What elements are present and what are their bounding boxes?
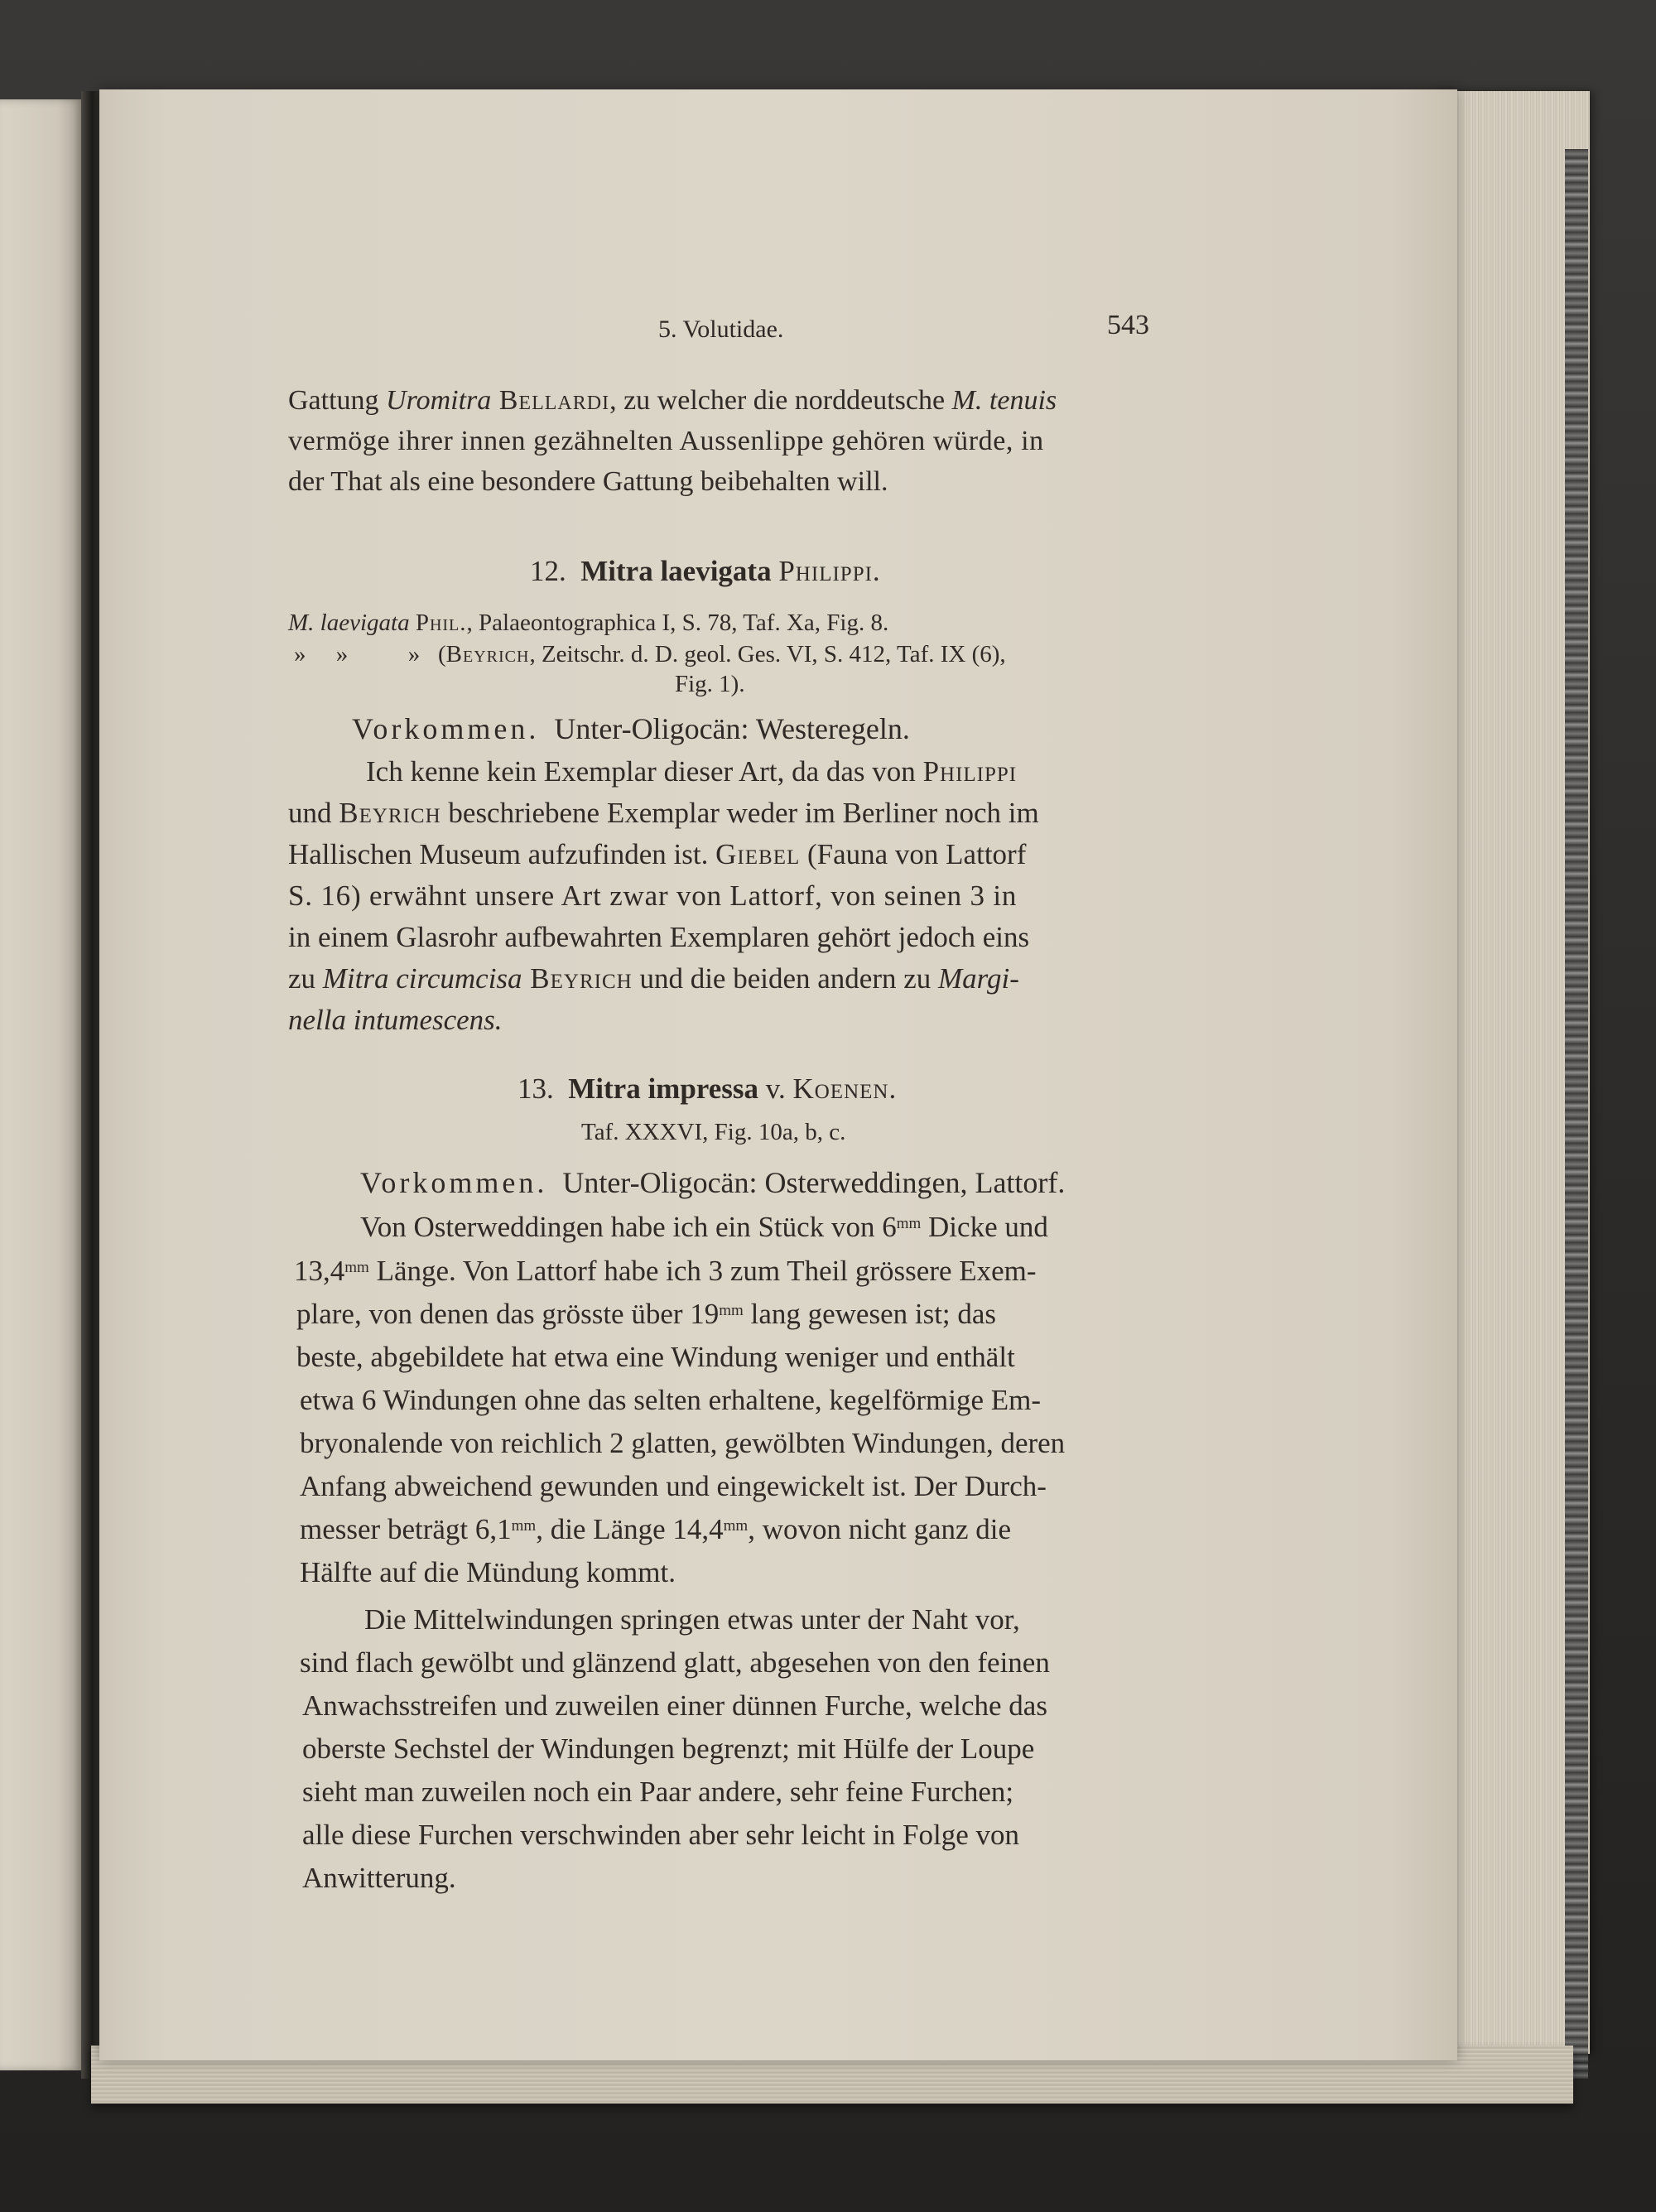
occurrence-label: Vorkommen. xyxy=(352,712,540,745)
body-13-p2-line-4: oberste Sechstel der Windungen begrenzt; mit Hülfe der Loupe xyxy=(302,1732,1035,1765)
body-12-line-7: nella intumescens. xyxy=(288,1004,503,1036)
author-name: Giebel xyxy=(715,838,801,870)
ref-author: Beyrich xyxy=(445,641,530,667)
species-author: Philippi. xyxy=(778,555,881,587)
species-title: Mitra laevigata xyxy=(580,555,772,587)
occurrence-text: Unter-Oligocän: Westeregeln. xyxy=(554,712,910,745)
text-run: und die beiden andern zu xyxy=(632,962,939,995)
body-12-line-1 xyxy=(366,755,1017,788)
body-13-p2-line-6: alle diese Furchen verschwinden aber sehr leicht in Folge von xyxy=(302,1819,1019,1851)
occurrence-label: Vorkommen. xyxy=(360,1166,548,1199)
body-13-line-6: bryonalende von reichlich 2 glatten, gewölbten Windungen, deren xyxy=(300,1427,1066,1459)
species-12-heading xyxy=(530,555,881,588)
species-name: M. tenuis xyxy=(951,385,1057,416)
author-name: Beyrich xyxy=(339,797,441,829)
body-13-line-9: Hälfte auf die Mündung kommt. xyxy=(300,1556,676,1588)
body-12-line-6 xyxy=(288,962,1019,995)
ref-text: , Palaeontographica I, S. 78, Taf. Xa, Fig. 8. xyxy=(466,610,889,636)
text-run: Gattung xyxy=(288,385,387,416)
species-title: Mitra impressa xyxy=(568,1072,758,1105)
text-run: lang gewesen ist; das xyxy=(743,1298,997,1330)
ref-abbreviation: M. laevigata xyxy=(288,610,410,636)
body-13-p2-line-5: sieht man zuweilen noch ein Paar andere, sehr feine Furchen; xyxy=(302,1776,1014,1808)
species-name: Mitra circumcisa xyxy=(322,962,522,995)
species-name: Margi- xyxy=(938,962,1019,995)
text-run: und xyxy=(288,797,339,829)
ref-author: Phil. xyxy=(415,610,467,636)
text-run: Hallischen Museum aufzufinden ist. xyxy=(288,838,716,870)
unit-superscript: mm xyxy=(511,1517,537,1535)
ditto-marks: » » » xyxy=(294,641,421,667)
plate-reference: Taf. XXXVI, Fig. 10a, b, c. xyxy=(581,1119,846,1145)
running-header-section: 5. Volutidae. xyxy=(658,316,784,343)
author-name: Philippi xyxy=(922,755,1018,788)
species-number: 13. xyxy=(518,1072,554,1105)
reference-line-1 xyxy=(288,606,888,639)
text-run: beschriebene Exemplar weder im Berliner noch im xyxy=(440,797,1039,829)
unit-superscript: mm xyxy=(719,1302,744,1319)
ref-text: , Zeitschr. d. D. geol. Ges. VI, S. 412, Taf. IX (6), xyxy=(529,641,1006,667)
body-12-line-4: S. 16) erwähnt unsere Art zwar von Lattorf, von seinen 3 in xyxy=(288,879,1018,912)
body-13-line-7: Anfang abweichend gewunden und eingewickelt ist. Der Durch- xyxy=(300,1470,1047,1502)
author-name: Beyrich xyxy=(522,962,633,995)
body-13-line-2 xyxy=(294,1255,1037,1288)
body-12-line-3 xyxy=(288,838,1026,871)
occurrence-12 xyxy=(352,712,910,745)
text-run: , die Länge 14,4 xyxy=(536,1513,724,1545)
text-run: plare, von denen das grösste über 19 xyxy=(296,1298,720,1330)
text-run: Dicke und xyxy=(921,1211,1048,1243)
author-prefix: v. xyxy=(765,1072,786,1105)
text-run: , zu welcher die norddeutsche xyxy=(609,385,952,416)
body-13-p2-line-7: Anwitterung. xyxy=(302,1862,456,1894)
body-13-line-3 xyxy=(296,1298,996,1331)
species-13-heading xyxy=(518,1072,897,1106)
text-run: 13,4 xyxy=(294,1255,345,1287)
unit-superscript: mm xyxy=(896,1215,922,1232)
body-12-line-2 xyxy=(288,797,1039,830)
intro-line-2: vermöge ihrer innen gezähnelten Aussenlippe gehören würde, in xyxy=(288,426,1044,456)
text-run: Ich kenne kein Exemplar dieser Art, da das von xyxy=(366,755,923,788)
body-13-p2-line-1: Die Mittelwindungen springen etwas unter der Naht vor, xyxy=(364,1603,1020,1636)
intro-line-1 xyxy=(288,384,1057,417)
reference-line-3: Fig. 1). xyxy=(675,671,745,697)
text-run: zu xyxy=(288,962,323,995)
body-13-line-1 xyxy=(360,1211,1048,1244)
body-13-p2-line-3: Anwachsstreifen und zuweilen einer dünnen Furche, welche das xyxy=(302,1689,1047,1722)
body-13-line-8 xyxy=(300,1513,1011,1546)
intro-line-3: der That als eine besondere Gattung beibehalten will. xyxy=(288,466,888,497)
author-name: Bellardi xyxy=(491,385,610,416)
unit-superscript: mm xyxy=(344,1259,369,1276)
text-run: Von Osterweddingen habe ich ein Stück von 6 xyxy=(360,1211,897,1243)
occurrence-text: Unter-Oligocän: Osterweddingen, Lattorf. xyxy=(562,1166,1066,1199)
body-12-line-5: in einem Glasrohr aufbewahrten Exemplaren gehört jedoch eins xyxy=(288,921,1030,953)
species-author: Koenen. xyxy=(792,1072,898,1105)
body-13-line-5: etwa 6 Windungen ohne das selten erhaltene, kegelförmige Em- xyxy=(300,1384,1041,1416)
unit-superscript: mm xyxy=(723,1517,749,1535)
occurrence-13 xyxy=(360,1166,1065,1199)
text-run: messer beträgt 6,1 xyxy=(300,1513,512,1545)
body-13-p2-line-2: sind flach gewölbt und glänzend glatt, abgesehen von den feinen xyxy=(300,1646,1050,1679)
page-number: 543 xyxy=(1107,310,1149,340)
ref-text: ( xyxy=(438,641,446,667)
genus-name: Uromitra xyxy=(386,385,492,416)
left-facing-page xyxy=(0,99,83,2070)
text-run: , wovon nicht ganz die xyxy=(748,1513,1012,1545)
text-run: Länge. Von Lattorf habe ich 3 zum Theil grössere Exem- xyxy=(368,1255,1037,1287)
reference-line-2 xyxy=(294,638,1006,671)
text-run: (Fauna von Lattorf xyxy=(800,838,1027,870)
marbled-cover-edge xyxy=(1565,149,1588,2079)
species-number: 12. xyxy=(530,555,566,587)
body-13-line-4: beste, abgebildete hat etwa eine Windung weniger und enthält xyxy=(296,1341,1015,1373)
